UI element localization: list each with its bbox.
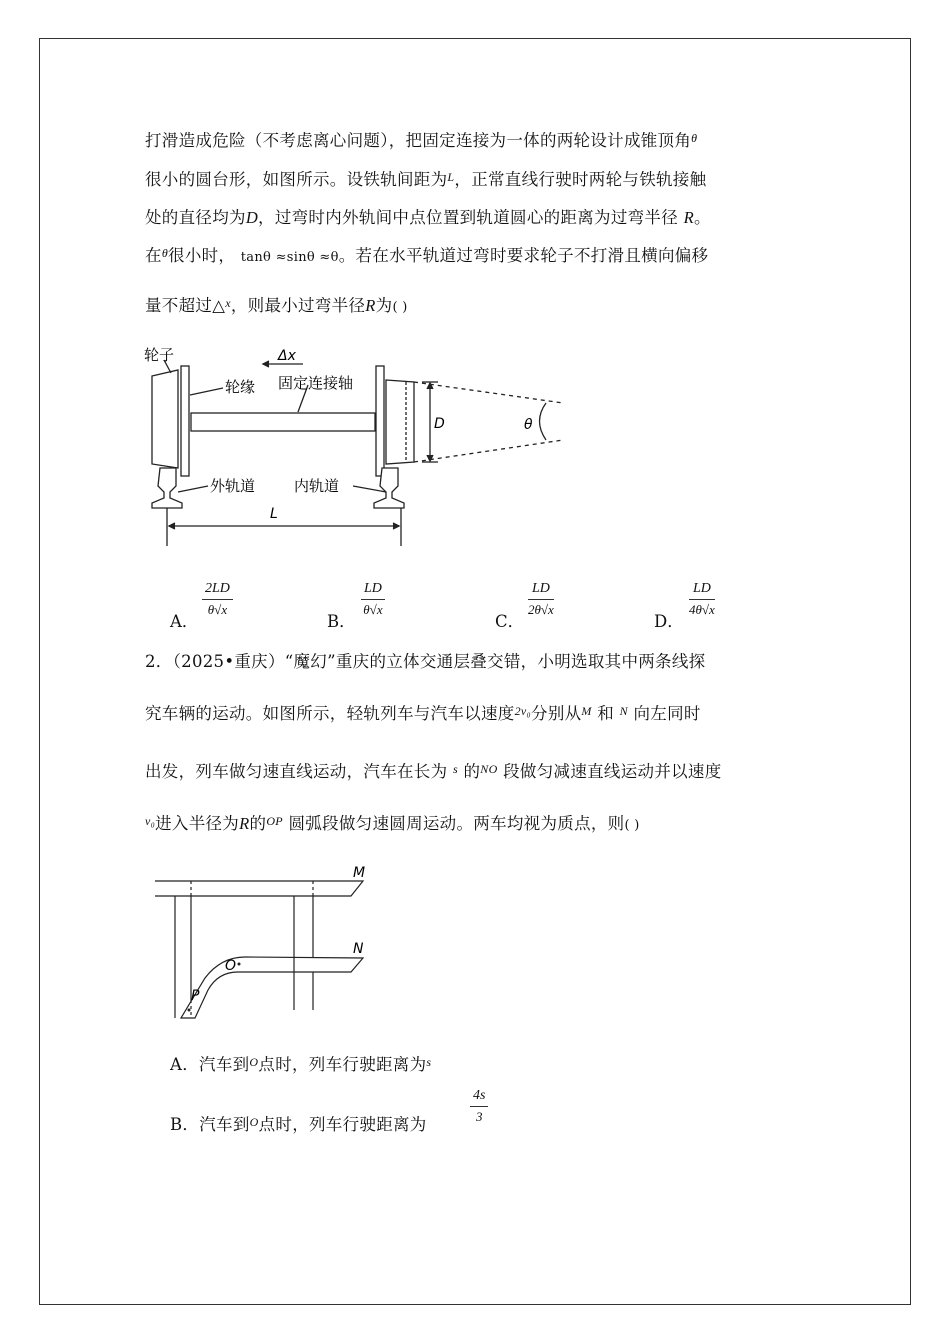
q2-option-a: A．汽车到$^O$点时，列车行驶距离为$^s$ [170,1055,432,1074]
point-p-dot [188,1009,191,1012]
option-b-formula: LD θ√x [361,581,385,618]
wheel-label: 轮子 [144,346,175,364]
option-a-label: A． [170,612,199,631]
track-diagram [143,860,383,1020]
q1-line-1: 打滑造成危险（不考虑离心问题），把固定连接为一体的两轮设计成锥顶角$^\theta$ [145,131,698,150]
flange-label: 轮缘 [225,378,256,396]
q2-option-b: B．汽车到$^O$点时，列车行驶距离为 [170,1115,427,1134]
option-d-formula: LD 4θ√x [689,581,715,617]
point-o-dot [238,963,241,966]
q2-line-4: $^{v_0}$进入半径为R的$^{OP}$ 圆弧段做匀速圆周运动。两车均视为质点，则( ) [145,814,640,833]
q2-option-b-formula: 4s 3 [470,1088,488,1125]
theta-label: θ [524,417,533,433]
option-c-label: C． [495,612,525,631]
diameter-label: D [434,416,445,432]
label-m: M [353,865,366,881]
q1-line-5: 量不超过△$^x$，则最小过弯半径R为( ) [145,296,408,315]
q1-line-3: 处的直径均为D，过弯时内外轨间中点位置到轨道圆心的距离为过弯半径 R。 [145,208,711,227]
dx-label: Δx [278,348,296,364]
wheelset-diagram [138,340,568,550]
q2-line-2: 究车辆的运动。如图所示，轻轨列车与汽车以速度$^{2v_0}$分别从$^M$ 和 $^N$ 向左同时 [145,704,701,723]
q2-line-1: 2．（2025•重庆）“魔幻”重庆的立体交通层叠交错，小明选取其中两条线探 [145,652,706,671]
label-n: N [353,941,364,957]
option-a-formula: 2LD θ√x [202,581,233,618]
inner-rail-label: 内轨道 [294,477,340,495]
option-b-label: B． [327,612,356,631]
q2-line-3: 出发，列车做匀速直线运动，汽车在长为 $^s$ 的$^{NO}$ 段做匀减速直线运动并以速度 [145,762,722,781]
outer-rail-label: 外轨道 [210,477,256,495]
gauge-label: L [270,506,278,522]
option-c-formula: LD 2θ√x [528,581,554,617]
q1-line-2: 很小的圆台形，如图所示。设铁轨间距为$^L$，正常直线行驶时两轮与铁轨接触 [145,170,707,189]
option-d-label: D． [654,612,684,631]
axle-label: 固定连接轴 [278,374,354,392]
label-p: P [191,988,200,1004]
q1-line-4: 在$^\theta$很小时， tanθ ≈sinθ ≈θ。若在水平轨道过弯时要求轮子不打滑且横向偏移 [145,246,709,265]
label-o: O [225,958,237,974]
